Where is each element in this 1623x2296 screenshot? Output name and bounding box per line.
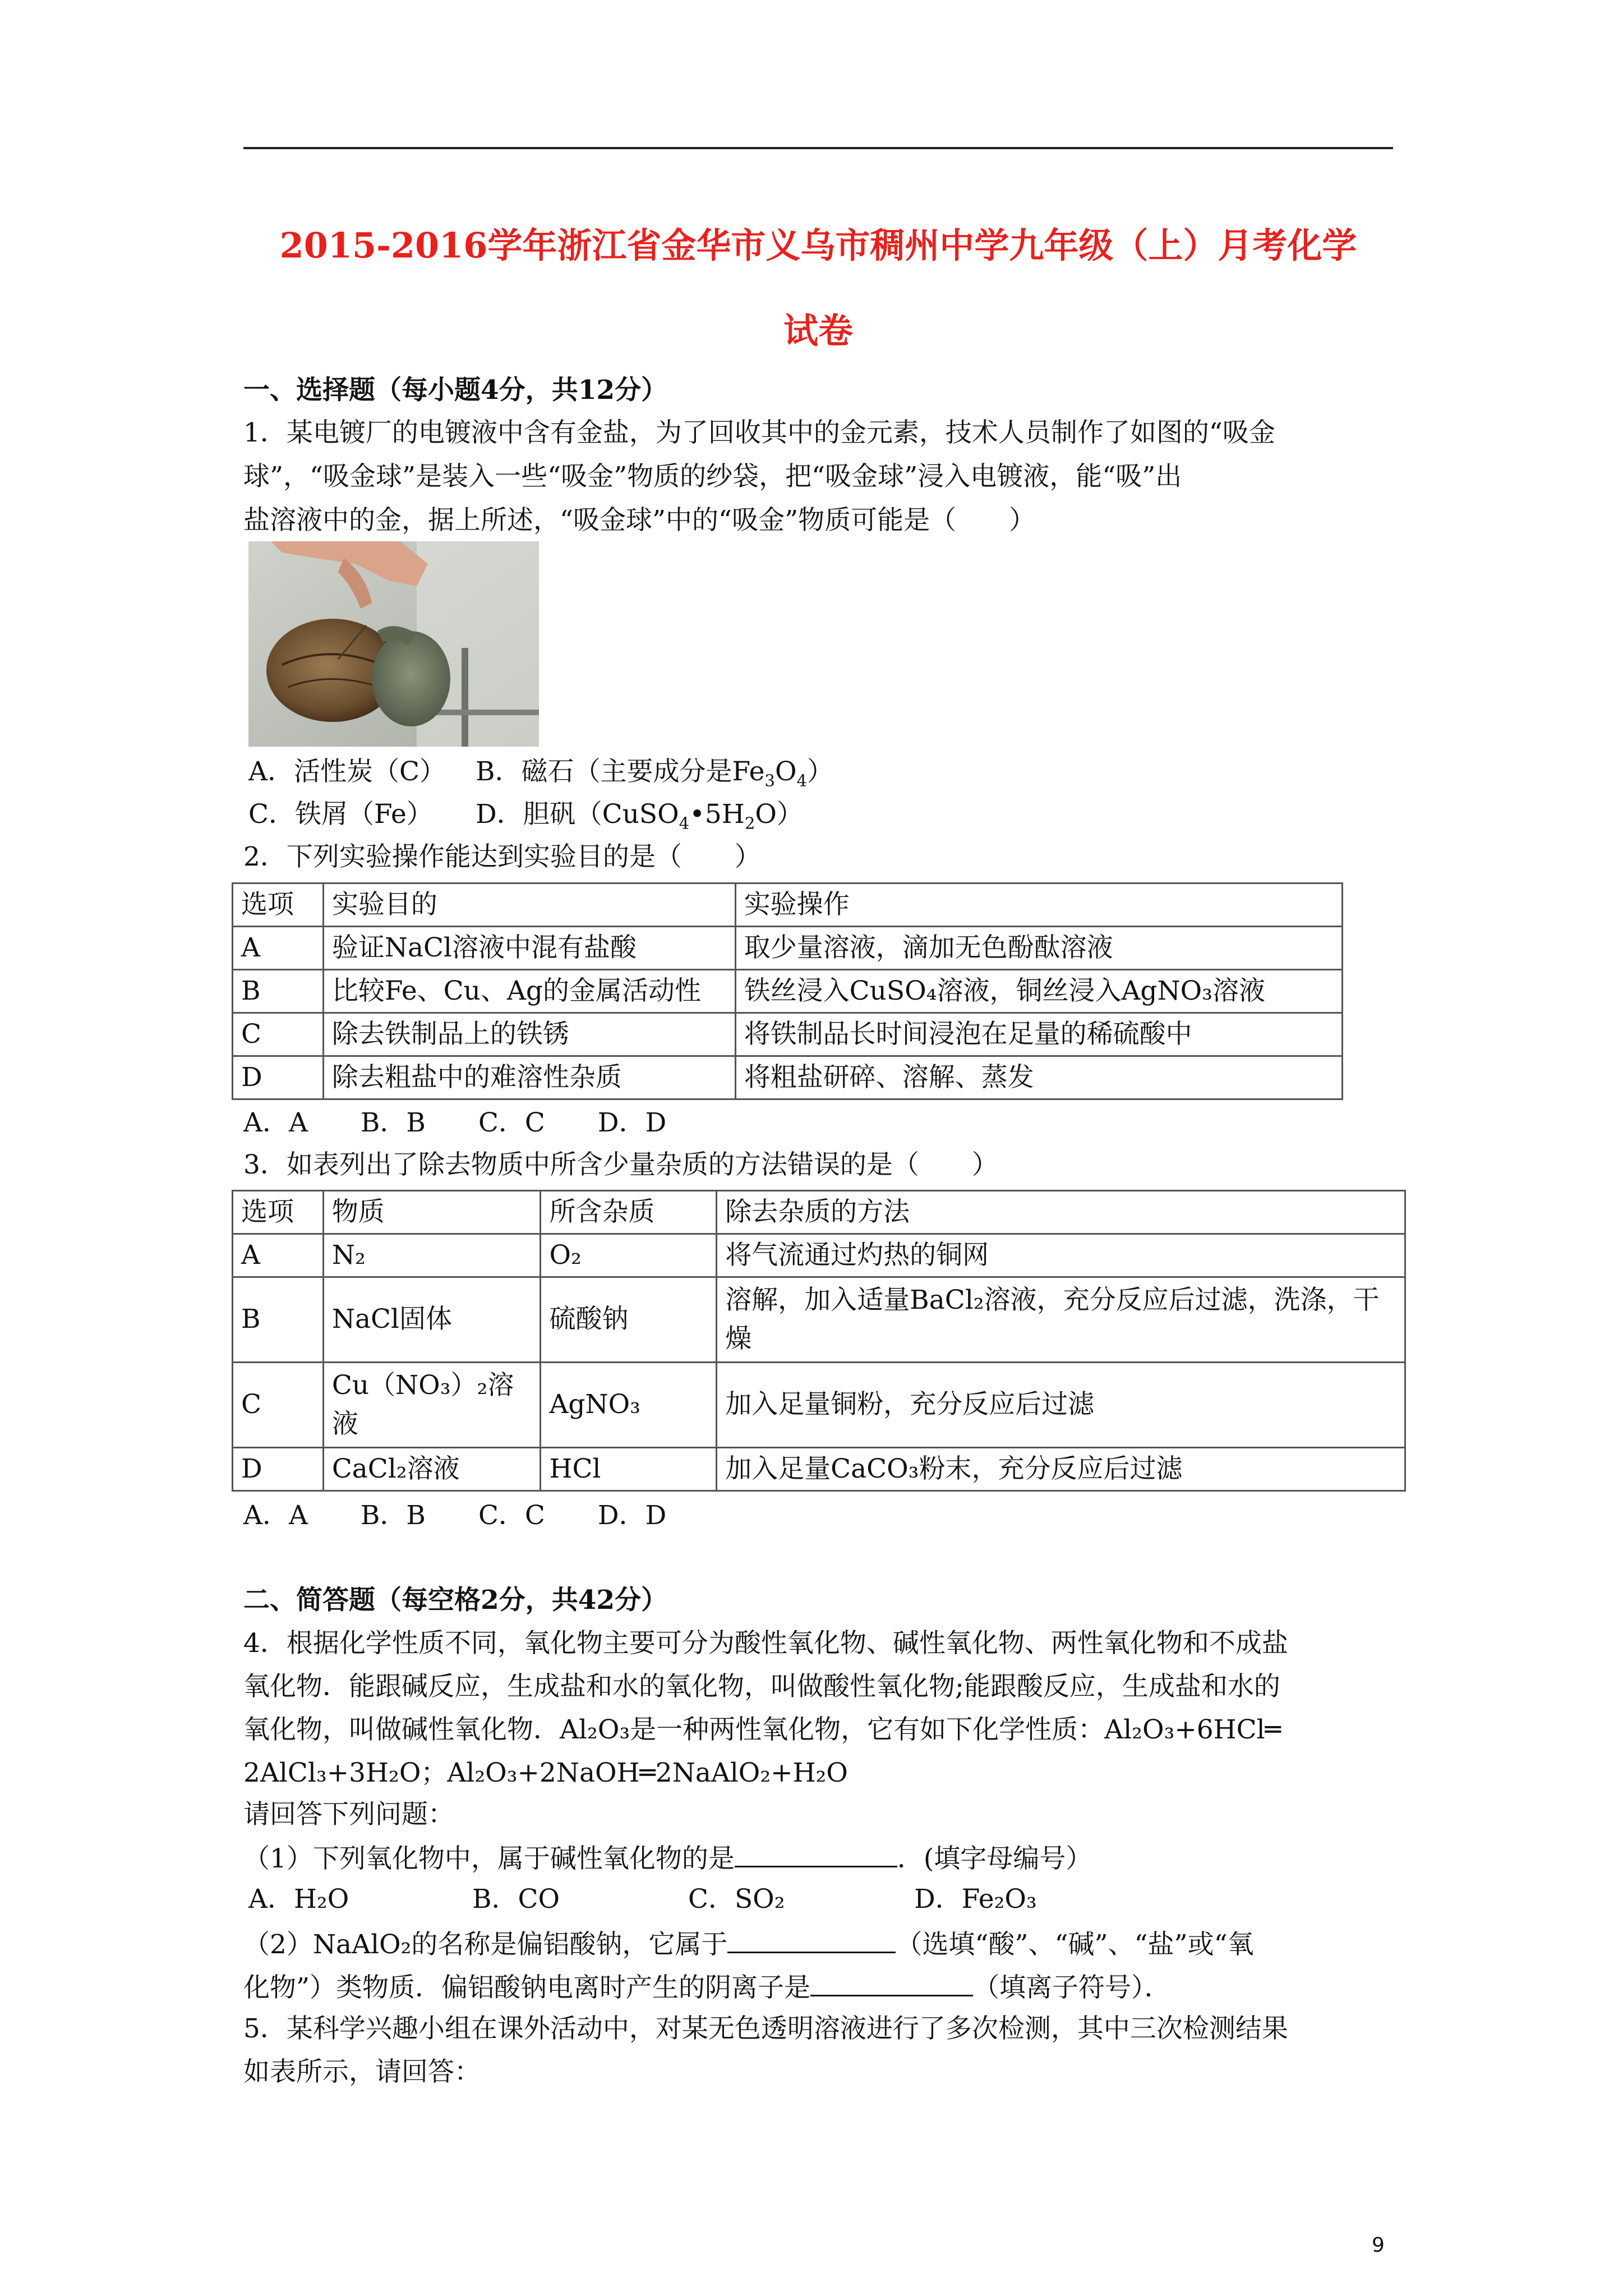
q5-stem-line2: 如表所示，请回答： bbox=[243, 2056, 481, 2087]
table-row bbox=[233, 1234, 1405, 1277]
table-cell: 将气流通过灼热的铜网 bbox=[717, 1234, 1405, 1277]
q4-stem-line2: 氧化物．能跟碱反应，生成盐和水的氧化物，叫做酸性氧化物;能跟酸反应，生成盐和水的 bbox=[243, 1671, 1280, 1702]
q3-stem: 3．如表列出了除去物质中所含少量杂质的方法错误的是（ ） bbox=[243, 1149, 998, 1180]
table-row bbox=[233, 927, 1343, 970]
table-cell: A bbox=[233, 1234, 324, 1277]
table-cell: N₂ bbox=[323, 1234, 541, 1277]
answer-blank[interactable] bbox=[810, 1972, 973, 1996]
table-row bbox=[233, 1448, 1405, 1491]
q1-option-b: B．磁石（主要成分是$Fe_3O_4$） bbox=[476, 756, 834, 790]
q1-option-c: C．铁屑（Fe） bbox=[248, 799, 433, 830]
table-cell: 铁丝浸入CuSO₄溶液，铜丝浸入AgNO₃溶液 bbox=[735, 970, 1342, 1013]
q4-option-b: B．CO bbox=[472, 1884, 560, 1915]
q5-stem-line1: 5．某科学兴趣小组在课外活动中，对某无色透明溶液进行了多次检测，其中三次检测结果 bbox=[243, 2013, 1288, 2044]
table-row bbox=[233, 1013, 1343, 1056]
table-header-cell: 物质 bbox=[323, 1191, 541, 1234]
page-number: 9 bbox=[1372, 2234, 1385, 2257]
table-header-cell: 选项 bbox=[233, 884, 324, 927]
q4-stem-line1: 4．根据化学性质不同，氧化物主要可分为酸性氧化物、碱性氧化物、两性氧化物和不成盐 bbox=[243, 1628, 1288, 1659]
q4-sub2-line2: 化物”）类物质．偏铝酸钠电离时产生的阴离子是 （填离子符号）． bbox=[243, 1972, 1171, 2003]
answer-blank[interactable] bbox=[735, 1843, 897, 1867]
table-cell: 除去粗盐中的难溶性杂质 bbox=[323, 1056, 735, 1099]
answer-blank[interactable] bbox=[727, 1929, 896, 1953]
exam-title-line2: 试卷 bbox=[783, 310, 853, 351]
table-cell: C bbox=[233, 1363, 324, 1448]
table-row bbox=[233, 1363, 1405, 1448]
q4-prompt: 请回答下列问题： bbox=[243, 1799, 454, 1830]
table-cell: 溶解，加入适量BaCl₂溶液，充分反应后过滤，洗涤，干燥 bbox=[717, 1277, 1405, 1363]
q3-table bbox=[232, 1190, 1406, 1492]
q1-option-a: A．活性炭（C） bbox=[248, 756, 446, 787]
q4-option-c: C．SO₂ bbox=[688, 1884, 785, 1915]
table-header-cell: 选项 bbox=[233, 1191, 324, 1234]
table-cell: D bbox=[233, 1056, 324, 1099]
table-cell: C bbox=[233, 1013, 324, 1056]
table-cell: 验证NaCl溶液中混有盐酸 bbox=[323, 927, 735, 970]
q4-option-a: A．H₂O bbox=[248, 1884, 349, 1915]
table-cell: HCl bbox=[541, 1448, 717, 1491]
q1-stem-line1: 1．某电镀厂的电镀液中含有金盐，为了回收其中的金元素，技术人员制作了如图的“吸金 bbox=[243, 417, 1275, 448]
q2-stem: 2．下列实验操作能达到实验目的是（ ） bbox=[243, 841, 761, 872]
q2-answer-options: A．A B．B C．C D．D bbox=[243, 1107, 667, 1138]
q1-stem-line2: 球”，“吸金球”是装入一些“吸金”物质的纱袋，把“吸金球”浸入电镀液，能“吸”出 bbox=[243, 461, 1182, 492]
table-cell: A bbox=[233, 927, 324, 970]
q1-option-d: D．胆矾$(CuSO_4•5H_2O)$ bbox=[476, 799, 803, 833]
table-cell: 将铁制品长时间浸泡在足量的稀硫酸中 bbox=[735, 1013, 1342, 1056]
table-row bbox=[233, 1056, 1343, 1099]
q3-answer-options: A．A B．B C．C D．D bbox=[243, 1500, 667, 1531]
table-cell: D bbox=[233, 1448, 324, 1491]
table-cell: 硫酸钠 bbox=[541, 1277, 717, 1363]
q4-option-d: D．Fe₂O₃ bbox=[914, 1884, 1037, 1915]
section-1-heading: 一、选择题（每小题4分，共12分） bbox=[243, 375, 668, 406]
section-2-heading: 二、简答题（每空格2分，共42分） bbox=[243, 1585, 668, 1616]
exam-title-line1: 2015-2016学年浙江省金华市义乌市稠州中学九年级（上）月考化学 bbox=[279, 225, 1357, 266]
table-header-cell: 实验操作 bbox=[735, 884, 1342, 927]
gold-absorbing-ball-photo bbox=[248, 541, 539, 747]
table-cell: O₂ bbox=[541, 1234, 717, 1277]
table-cell: 除去铁制品上的铁锈 bbox=[323, 1013, 735, 1056]
table-cell: B bbox=[233, 1277, 324, 1363]
table-header-row bbox=[233, 1191, 1405, 1234]
q4-stem-line4: 2AlCl₃+3H₂O；Al₂O₃+2NaOH═2NaAlO₂+H₂O bbox=[243, 1757, 848, 1788]
table-cell: 将粗盐研碎、溶解、蒸发 bbox=[735, 1056, 1342, 1099]
table-cell: 取少量溶液，滴加无色酚酞溶液 bbox=[735, 927, 1342, 970]
table-header-cell: 除去杂质的方法 bbox=[717, 1191, 1405, 1234]
table-row bbox=[233, 1277, 1405, 1363]
table-cell: 加入足量铜粉，充分反应后过滤 bbox=[717, 1363, 1405, 1448]
table-cell: Cu（NO₃）₂溶液 bbox=[323, 1363, 541, 1448]
table-cell: NaCl固体 bbox=[323, 1277, 541, 1363]
q4-stem-line3: 氧化物，叫做碱性氧化物．Al₂O₃是一种两性氧化物，它有如下化学性质：Al₂O₃+6HCl═ bbox=[243, 1714, 1281, 1745]
q4-sub1: （1）下列氧化物中，属于碱性氧化物的是 ．(填字母编号） bbox=[243, 1843, 1092, 1874]
table-header-cell: 所含杂质 bbox=[541, 1191, 717, 1234]
table-cell: 加入足量CaCO₃粉末，充分反应后过滤 bbox=[717, 1448, 1405, 1491]
table-header-row bbox=[233, 884, 1343, 927]
q1-stem-line3: 盐溶液中的金，据上所述，“吸金球”中的“吸金”物质可能是（ ） bbox=[243, 505, 1036, 536]
table-cell: AgNO₃ bbox=[541, 1363, 717, 1448]
q4-sub2: （2）NaAlO₂的名称是偏铝酸钠，它属于 （选填“酸”、“碱”、“盐”或“氧 bbox=[243, 1929, 1254, 1960]
table-cell: 比较Fe、Cu、Ag的金属活动性 bbox=[323, 970, 735, 1013]
table-row bbox=[233, 970, 1343, 1013]
q2-table bbox=[232, 882, 1343, 1100]
table-cell: B bbox=[233, 970, 324, 1013]
header-rule bbox=[243, 147, 1393, 149]
table-header-cell: 实验目的 bbox=[323, 884, 735, 927]
table-cell: CaCl₂溶液 bbox=[323, 1448, 541, 1491]
